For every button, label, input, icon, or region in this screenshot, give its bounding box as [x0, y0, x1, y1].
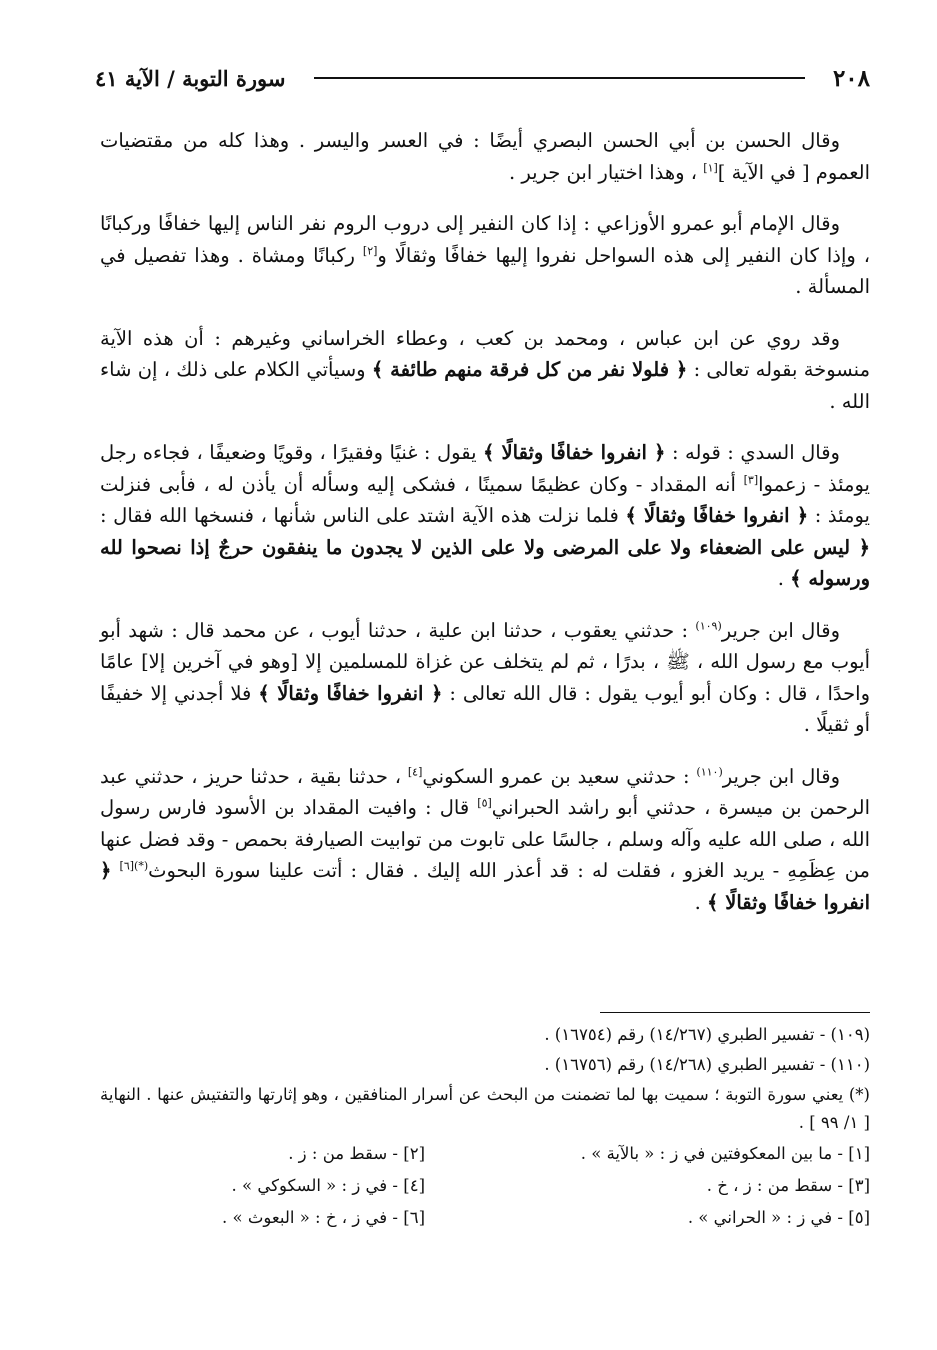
quran-quote: ﴿ ليس على الضعفاء ولا على المرضى ولا على الذين لا يجدون ما ينفقون حرجٌ إذا نصحوا لله ورسوله ﴾ [100, 535, 870, 590]
footnote: (*) يعني سورة التوبة ؛ سميت بها لما تضمنت من البحث عن أسرار المنافقين ، وهو إثارتها والتفتيش عنها . النهاية [ ١/ ٩٩ ] . [100, 1085, 870, 1132]
text-run: وقال الإمام أبو عمرو الأوزاعي : إذا كان النفير إلى دروب الروم نفر الناس إليها خفافًا وركبانًا ، وإذا كان النفير إلى هذه السواحل نفروا إليها خفافًا وثقالًا و [100, 212, 871, 267]
text-run: : حدثني سعيد بن عمرو السكوني [422, 764, 697, 788]
variant-note: [٤] - في ز : « السكوكي » . [231, 1176, 425, 1195]
text-run: وقال ابن جرير [721, 618, 840, 642]
note-marker: (١٠٩) [695, 619, 722, 632]
paragraph [100, 761, 870, 919]
text-run: وسيأتي الكلام على ذلك ، إن شاء الله . [100, 358, 870, 413]
text-run: . [777, 567, 791, 590]
text-run: فلا أجدني إلا خفيفًا أو ثقيلًا . [100, 681, 870, 736]
text-run: قال : وافيت المقداد بن الأسود فارس رسول الله ، صلى الله عليه وآله وسلم ، جالسًا على تابوت من توابيت الصيارفة بحمص - وقد فضل عنها من عِظَمِهِ - يريد الغزو ، فقلت له : قد أعذر الله إليك . فقال : أتت علينا سورة البحوث [100, 796, 870, 882]
note-marker: [٢] [362, 244, 378, 257]
surah-title: سورة التوبة / الآية ٤١ [95, 65, 286, 91]
variant-note: [٦] - في ز ، خ : « البعوث » . [222, 1208, 425, 1227]
paragraph [100, 208, 870, 303]
paragraph [100, 615, 870, 741]
page-header [95, 58, 870, 98]
variant-note: [١] - ما بين المعكوفتين في ز : « بالآية » . [580, 1144, 870, 1163]
note-marker: [٣] [743, 473, 759, 486]
text-run [111, 859, 119, 882]
text-run: ، حدثنا بقية ، حدثنا حريز ، حدثني عبد الرحمن بن ميسرة ، حدثني أبو راشد الحبراني [100, 764, 870, 819]
main-text [100, 125, 870, 938]
text-run: ، وهذا اختيار ابن جرير . [508, 160, 704, 184]
text-run: يقول : غنيًا وفقيرًا ، وقويًا وضعيفًا ، فجاءه رجل يومئذ - زعموا [100, 441, 870, 496]
text-run: وقد روي عن ابن عباس ، ومحمد بن كعب ، وعطاء الخراساني وغيرهم : أن هذه الآية منسوخة بقوله تعالى : [100, 326, 871, 381]
text-run: : حدثني يعقوب ، حدثنا ابن علية ، حدثنا أيوب ، عن محمد قال : شهد أبو أيوب مع رسول الله ، ﷺ ، بدرًا ، ثم لم يتخلف عن غزاة للمسلمين إلا [وهو في آخرين إلا] عامًا واحدًا ، قال : وكان أبو أيوب يقول : قال الله تعالى : [100, 618, 870, 705]
text-run: وقال ابن جرير [722, 764, 840, 788]
note-marker: [٥] [477, 796, 492, 810]
text-run: ركبانًا ومشاة . وهذا تفصيل في المسألة . [100, 243, 870, 298]
footnotes-section [100, 1012, 870, 1139]
text-run: . [694, 890, 707, 914]
quran-quote: ﴿ انفروا خفافًا وثقالًا ﴾ [625, 504, 809, 527]
variant-note: [٣] - سقط من : ز ، خ . [706, 1176, 870, 1195]
paragraph [100, 437, 870, 595]
quran-quote: ﴿ فلولا نفر من كل فرقة منهم طائفة ﴾ [371, 358, 688, 381]
variant-note: [٥] - في ز : « الحراني » . [687, 1208, 870, 1227]
quran-quote: ﴿ انفروا خفافًا وثقالًا ﴾ [258, 681, 443, 705]
footnote: (١١٠) - تفسير الطبري (١٤/٢٦٨) رقم (١٦٧٥٦) . [544, 1055, 870, 1074]
text-run: أنه المقداد - وكان عظيمًا سمينًا ، فشكى إليه وسأله أن يأذن له ، فأبى فنزلت يومئذ : [100, 472, 870, 527]
note-marker: (*)[٦] [119, 859, 149, 873]
note-marker: [١] [703, 161, 718, 174]
header-rule [314, 77, 805, 79]
footnote: (١٠٩) - تفسير الطبري (١٤/٢٦٧) رقم (١٦٧٥٤) . [544, 1025, 870, 1044]
note-marker: [٤] [407, 765, 423, 778]
footnote-separator [600, 1012, 870, 1013]
paragraph [100, 125, 870, 188]
note-marker: (١١٠) [696, 765, 723, 778]
text-run: فلما نزلت هذه الآية اشتد على الناس شأنها ، فنسخها الله فقال : [100, 504, 626, 527]
quran-quote: ﴿ انفروا خفافًا وثقالًا ﴾ [100, 859, 870, 914]
variant-note: [٢] - سقط من : ز . [288, 1144, 425, 1163]
page-number: ٢٠٨ [832, 64, 870, 92]
quran-quote: ﴿ انفروا خفافًا وثقالًا ﴾ [483, 441, 666, 464]
text-run: وقال الحسن بن أبي الحسن البصري أيضًا : في العسر واليسر . وهذا كله من مقتضيات العموم [ في الآية ] [100, 129, 870, 184]
manuscript-variants [100, 1140, 870, 1232]
paragraph [100, 323, 870, 418]
text-run: وقال السدي : قوله : [665, 441, 840, 464]
